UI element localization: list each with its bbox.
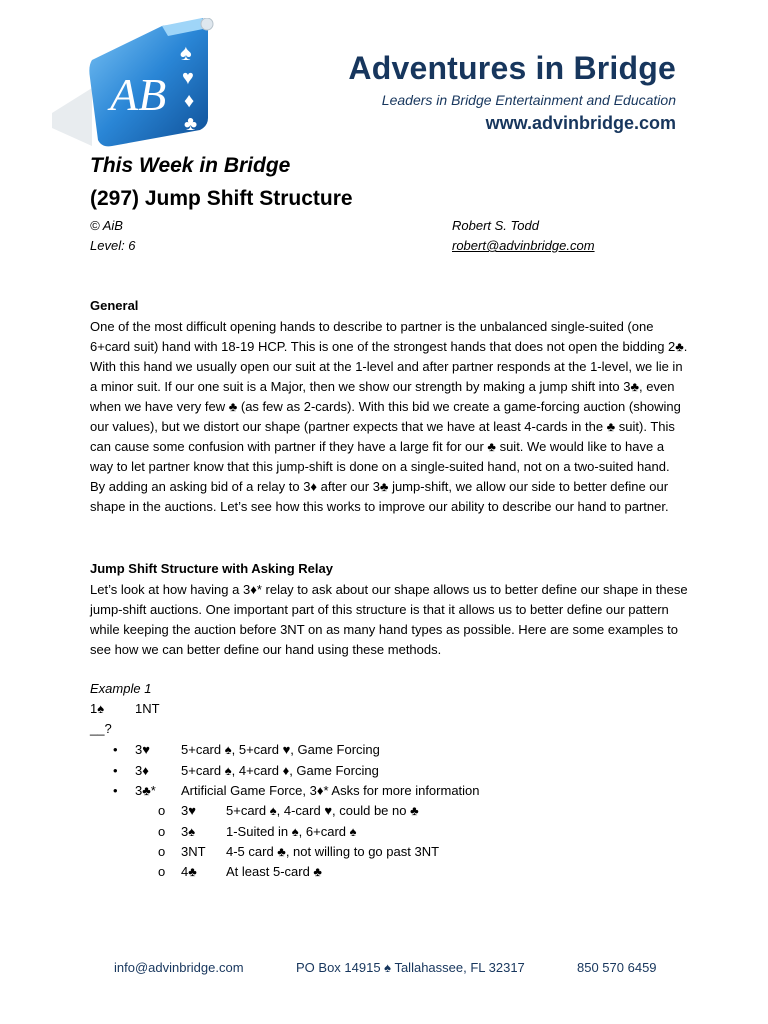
aib-logo [52, 18, 222, 148]
sub-bid: 4♣ [181, 864, 197, 879]
paragraph-line: when we have very few ♣ (as few as 2-cards). With this bid we create a game-forcing auction (showing [90, 399, 681, 414]
paragraph-line: Let’s look at how having a 3♦* relay to ask about our shape allows us to better define our shape in these [90, 582, 688, 597]
paragraph-line: shape in the auctions. Let’s see how this works to improve our ability to describe our hand to partner. [90, 499, 669, 514]
sub-bid-description: 1-Suited in ♠, 6+card ♠ [226, 824, 357, 839]
structure-paragraph [90, 580, 690, 660]
author-name: Robert S. Todd [452, 218, 539, 233]
bid-description: 5+card ♠, 5+card ♥, Game Forcing [181, 742, 380, 757]
svg-text:♠: ♠ [180, 40, 192, 65]
paragraph-line: 6+card suit) hand with 18-19 HCP. This is one of the strongest hands that does not open the bidding 2♣. [90, 339, 688, 354]
sub-bullet: o [158, 824, 166, 839]
svg-text:♣: ♣ [184, 113, 198, 135]
paragraph-line: can cause some confusion with partner if they have a large fit for our ♣ suit. We would like to have a [90, 439, 665, 454]
brand-tagline: Leaders in Bridge Entertainment and Education [381, 92, 676, 108]
general-paragraph [90, 317, 690, 517]
example-label: Example 1 [90, 681, 152, 696]
bullet-dot: • [113, 783, 118, 798]
footer-address: PO Box 14915 ♠ Tallahassee, FL 32317 [296, 960, 525, 975]
footer-phone: 850 570 6459 [577, 960, 657, 975]
sub-bid-description: At least 5-card ♣ [226, 864, 322, 879]
bid: 3♥ [135, 742, 150, 757]
paragraph-line: By adding an asking bid of a relay to 3♦ after our 3♣ jump-shift, we allow our side to better define our [90, 479, 669, 494]
brand-title: Adventures in Bridge [348, 50, 676, 86]
paragraph-line: a minor suit. If our one suit is a Major, then we show our strength by making a jump shift into 3♣, even [90, 379, 675, 394]
bid-description: 5+card ♠, 4+card ♦, Game Forcing [181, 763, 379, 778]
sub-bullet: o [158, 864, 166, 879]
footer-email[interactable]: info@advinbridge.com [114, 960, 244, 975]
paragraph-line: One of the most difficult opening hands to describe to partner is the unbalanced single-suited (one [90, 319, 654, 334]
author-email[interactable] [452, 238, 595, 253]
bid: 3♣* [135, 783, 156, 798]
sub-bullet: o [158, 844, 166, 859]
sub-bullet: o [158, 803, 166, 818]
paragraph-line: our values), but we distort our shape (partner expects that we have at least 4-cards in the ♣ suit). This [90, 419, 675, 434]
page-title: (297) Jump Shift Structure [90, 187, 353, 210]
svg-text:♦: ♦ [184, 90, 195, 112]
sub-bid: 3♥ [181, 803, 196, 818]
sub-bid-description: 4-5 card ♣, not willing to go past 3NT [226, 844, 440, 859]
auction-response: 1NT [135, 701, 160, 716]
series-title: This Week in Bridge [90, 154, 291, 177]
sub-bid: 3♠ [181, 824, 196, 839]
paragraph-line: see how we can better define our hand using these methods. [90, 642, 442, 657]
paragraph-line: jump-shift auctions. One important part of this structure is that it allows us to better define our pattern [90, 602, 669, 617]
bullet-dot: • [113, 763, 118, 778]
auction-open: 1♠ [90, 701, 105, 716]
general-heading: General [90, 298, 139, 313]
sub-bid-description: 5+card ♠, 4-card ♥, could be no ♣ [226, 803, 419, 818]
paragraph-line: while keeping the auction before 3NT on as many hand types as possible. Here are some examples to [90, 622, 678, 637]
level: Level: 6 [90, 238, 136, 253]
logo-text: AB [110, 69, 167, 120]
copyright: © AiB [90, 218, 123, 233]
bid-description: Artificial Game Force, 3♦* Asks for more information [181, 783, 480, 798]
svg-text:♥: ♥ [182, 67, 194, 89]
sub-bid: 3NT [181, 844, 206, 859]
author-email-link[interactable]: robert@advinbridge.com [452, 238, 595, 253]
paragraph-line: way to let partner know that this jump-shift is done on a single-suited hand, not on a two-suited hand. [90, 459, 670, 474]
paragraph-line: With this hand we usually open our suit at the 1-level and after partner responds at the 1-level, we lie in [90, 359, 683, 374]
structure-heading: Jump Shift Structure with Asking Relay [90, 561, 333, 576]
bullet-dot: • [113, 742, 118, 757]
bid: 3♦ [135, 763, 149, 778]
auction-question: __? [90, 721, 112, 736]
brand-website[interactable]: www.advinbridge.com [485, 113, 676, 133]
